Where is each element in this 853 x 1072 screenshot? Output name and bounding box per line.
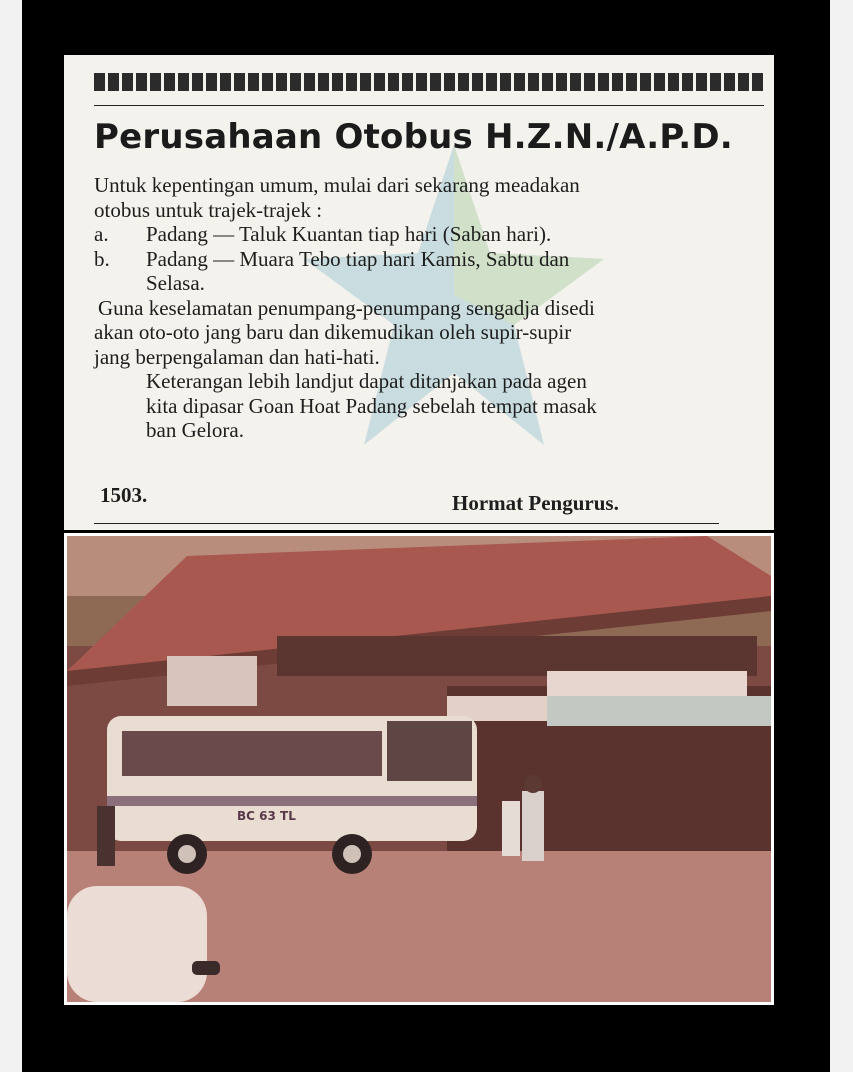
route-text: Padang — Muara Tebo tiap hari Kamis, Sabtu dan xyxy=(146,246,570,271)
intro-line: otobus untuk trajek-trajek : xyxy=(94,197,323,222)
photo-scene xyxy=(67,536,771,1002)
ad-body xyxy=(94,173,756,443)
safety-line: jang berpengalaman dan hati-hati. xyxy=(94,344,380,369)
info-line: kita dipasar Goan Hoat Padang sebelah tempat masak xyxy=(146,393,597,418)
route-marker: a. xyxy=(94,222,109,246)
bus-label: BC 63 TL xyxy=(237,809,296,823)
route-item xyxy=(94,222,756,247)
decorative-border xyxy=(94,73,764,91)
bottom-rule xyxy=(94,523,719,524)
safety-line: Guna keselamatan penumpang-penumpang sengadja disedi xyxy=(98,295,595,320)
route-continuation: Selasa. xyxy=(146,271,205,295)
newspaper-clipping xyxy=(64,55,774,530)
route-marker: b. xyxy=(94,246,110,271)
route-text: Padang — Taluk Kuantan tiap hari (Saban hari). xyxy=(146,222,552,246)
ad-signature: Hormat Pengurus. xyxy=(452,491,619,515)
intro-line: Untuk kepentingan umum, mulai dari sekarang meadakan xyxy=(94,173,580,197)
route-item xyxy=(94,247,756,272)
ad-title: Perusahaan Otobus H.Z.N./A.P.D. xyxy=(94,117,733,157)
safety-line: akan oto-oto jang baru dan dikemudikan oleh supir-supir xyxy=(94,320,572,344)
top-rule xyxy=(94,105,764,106)
info-line: ban Gelora. xyxy=(146,418,244,442)
shop-awning xyxy=(547,696,771,726)
info-line: Keterangan lebih landjut dapat ditanjakan pada agen xyxy=(146,369,587,393)
bus-photo xyxy=(64,533,774,1005)
ad-number: 1503. xyxy=(100,483,148,507)
foreground-car xyxy=(67,886,220,1002)
